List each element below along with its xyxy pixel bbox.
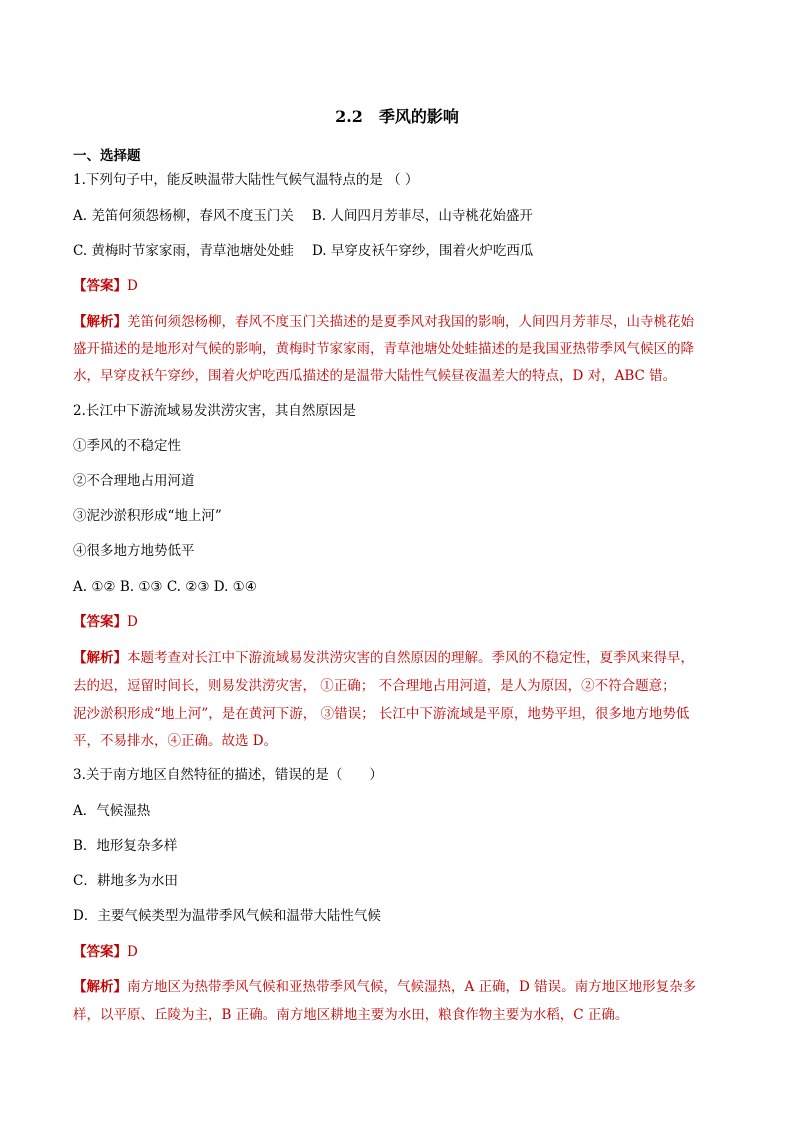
q3-answer <box>73 942 138 962</box>
q1-answer <box>73 276 138 296</box>
q1-analysis-line-1 <box>73 312 694 332</box>
answer-value: D <box>127 944 138 960</box>
q3-option-d: D．主要气候类型为温带季风气候和温带大陆性气候 <box>73 908 381 924</box>
answer-value: D <box>127 278 138 294</box>
section-heading: 一、选择题 <box>73 148 141 164</box>
q3-option-a: A．气候湿热 <box>73 803 151 819</box>
analysis-tag: 【解析】 <box>73 314 127 330</box>
q1-option-a: A. 羌笛何须怨杨柳，春风不度玉门关 <box>73 208 294 224</box>
q2-stem: 2.长江中下游流域易发洪涝灾害，其自然原因是 <box>73 403 356 419</box>
q3-stem: 3.关于南方地区自然特征的描述，错误的是（ ） <box>73 767 383 783</box>
q2-analysis-line-4: 平，不易排水，④正确。故选 D。 <box>73 733 278 749</box>
q2-item-3: ③泥沙淤积形成“地上河” <box>73 508 222 524</box>
q1-stem: 1.下列句子中，能反映温带大陆性气候气温特点的是 （ ） <box>73 172 419 188</box>
q1-option-d: D. 早穿皮袄午穿纱，围着火炉吃西瓜 <box>311 243 534 259</box>
q1-options-row-1 <box>73 206 533 226</box>
analysis-text: 南方地区为热带季风气候和亚热带季风气候，气候湿热，A 正确，D 错误。南方地区地形复杂多 <box>127 979 697 995</box>
q3-analysis-line-2: 样，以平原、丘陵为主，B 正确。南方地区耕地主要为水田，粮食作物主要为水稻，C 正确。 <box>73 1007 629 1023</box>
analysis-tag: 【解析】 <box>73 650 127 666</box>
page-title: 2.2 季风的影响 <box>335 107 459 126</box>
analysis-text: 羌笛何须怨杨柳，春风不度玉门关描述的是夏季风对我国的影响，人间四月芳菲尽，山寺桃花始 <box>127 314 694 330</box>
q2-analysis-line-1 <box>73 648 694 668</box>
q1-option-b: B. 人间四月芳菲尽，山寺桃花始盛开 <box>311 208 533 224</box>
answer-tag: 【答案】 <box>73 944 127 960</box>
q2-item-4: ④很多地方地势低平 <box>73 543 195 559</box>
analysis-text: 本题考查对长江中下游流域易发洪涝灾害的自然原因的理解。季风的不稳定性，夏季风来得早， <box>127 650 694 666</box>
answer-value: D <box>127 614 138 630</box>
q2-item-2: ②不合理地占用河道 <box>73 473 195 489</box>
q3-option-c: C．耕地多为水田 <box>73 873 178 889</box>
q1-option-c: C. 黄梅时节家家雨，青草池塘处处蛙 <box>73 243 294 259</box>
q2-analysis-line-2: 去的迟，逗留时间长，则易发洪涝灾害， ①正确； 不合理地占用河道，是人为原因，②不符合题意； <box>73 678 676 694</box>
q2-item-1: ①季风的不稳定性 <box>73 438 181 454</box>
answer-tag: 【答案】 <box>73 278 127 294</box>
q1-analysis-line-2: 盛开描述的是地形对气候的影响，黄梅时节家家雨，青草池塘处处蛙描述的是我国亚热带季风气候区的降 <box>73 341 694 357</box>
analysis-tag: 【解析】 <box>73 979 127 995</box>
q2-answer <box>73 612 138 632</box>
q3-analysis-line-1 <box>73 977 696 997</box>
q2-analysis-line-3: 泥沙淤积形成“地上河”，是在黄河下游， ③错误； 长江中下游流域是平原，地势平坦，很多地方地势低 <box>73 706 690 722</box>
q3-option-b: B．地形复杂多样 <box>73 838 178 854</box>
q2-options: A. ①② B. ①③ C. ②③ D. ①④ <box>73 579 257 595</box>
answer-tag: 【答案】 <box>73 614 127 630</box>
q1-analysis-line-3: 水，早穿皮袄午穿纱，围着火炉吃西瓜描述的是温带大陆性气候昼夜温差大的特点，D 对，ABC 错。 <box>73 368 677 384</box>
q1-options-row-2 <box>73 241 533 261</box>
